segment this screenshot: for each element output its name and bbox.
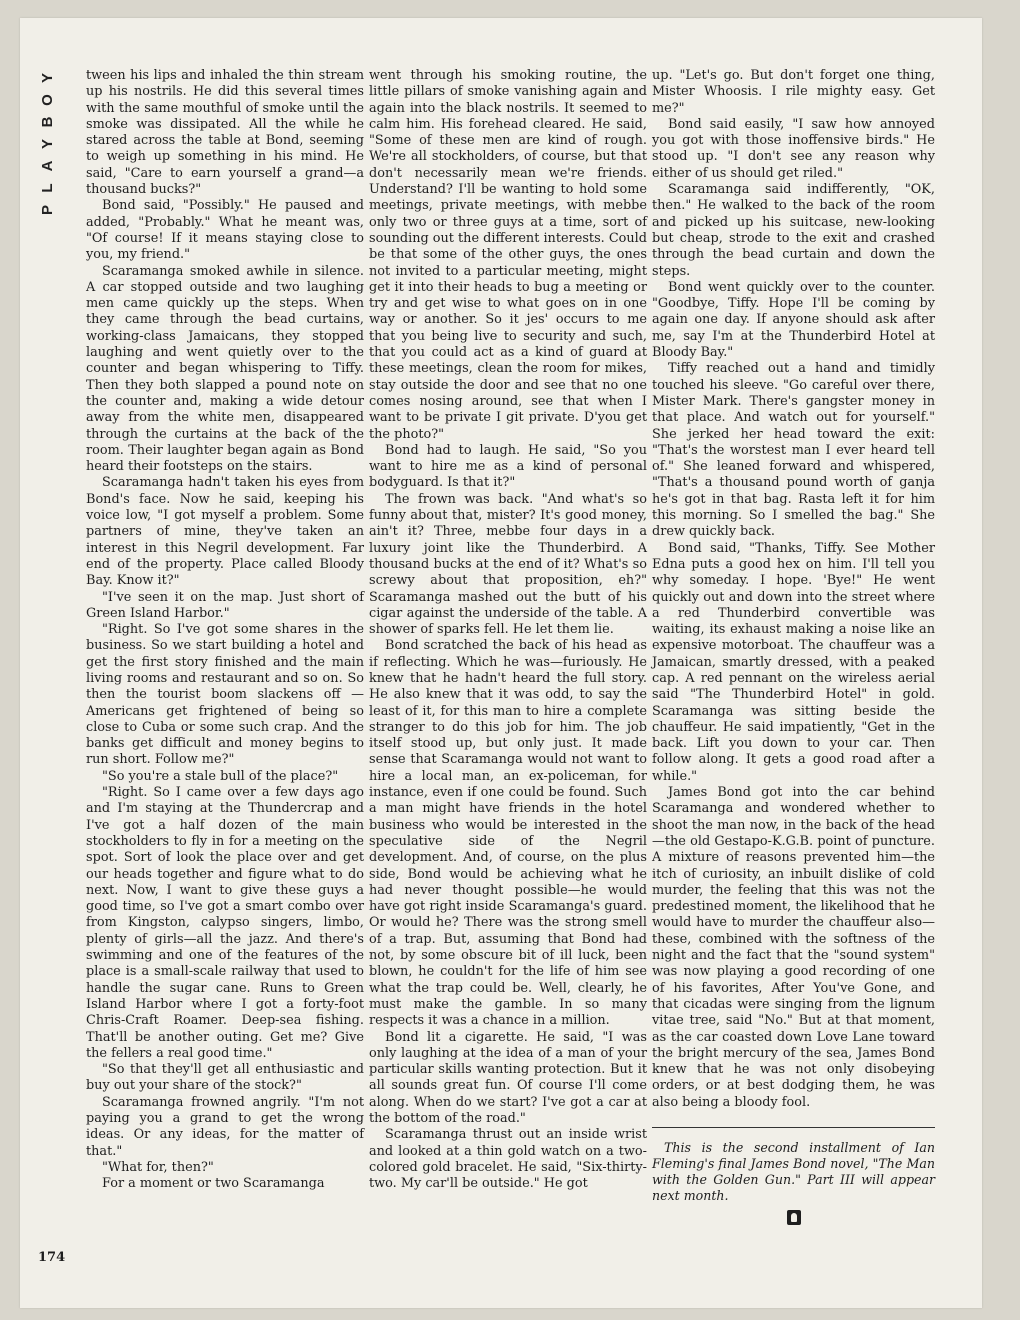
installment-note-text: This is the second installment of Ian Fleming's final James Bond novel, "The Man with the Golden Gun." Part III will appear next month. bbox=[652, 1140, 935, 1203]
paragraph: Scaramanga hadn't taken his eyes from Bond's face. Now he said, keeping his voice low, "I got myself a problem. Some partners of mine, they've taken an interest in this Negril development. Far end of the property. Place called Bloody Bay. Know it?" bbox=[86, 475, 364, 589]
paragraph: went through his smoking routine, the little pillars of smoke vanishing again and again into the black nostrils. It seemed to calm him. His forehead cleared. He said, "Some of these men are kind of rough. We're all stockholders, of course, but that don't necessarily mean we're friends. Understand? I'll be wanting to hold some meetings, private meetings, with mebbe only two or three guys at a time, sort of sounding out the different interests. Could be that some of the other guys, the ones not invited to a particular meeting, might get it into their heads to bug a meeting or try and get wise to what goes on in one way or another. So it jes' occurs to me that you being live to security and such, that you could act as a kind of guard at these meetings, clean the room for mikes, stay outside the door and see that no one comes nosing around, see that when I want to be private I git private. D'you get the photo?" bbox=[369, 68, 648, 442]
paragraph: "What for, then?" bbox=[102, 1159, 214, 1175]
magazine-name-vertical bbox=[36, 70, 60, 218]
paragraph: The frown was back. "And what's so funny about that, mister? It's good money, ain't it? Three, mebbe four days in a luxury joint like the Thunderbird. A thousand bucks at the end of it? What's so screwy about that proposition, eh?" Scaramanga mashed out the butt of his cigar against the underside of the table. A shower of sparks fell. He let them lie. bbox=[369, 491, 647, 638]
paragraph: Bond said, "Possibly." He paused and added, "Probably." What he meant was, "Of course! If it means staying close to you, my friend." bbox=[86, 198, 364, 263]
magazine-letter: A bbox=[39, 160, 56, 172]
paragraph: Scaramanga smoked awhile in silence. A car stopped outside and two laughing men came quickly up the steps. When they came through the bead curtains, working-class Jamaicans, they stopped laughing and went quietly over to the counter and began whispering to Tiffy. Then they both slapped a pound note on the counter and, making a wide detour away from the white men, disappeared through the curtains at the back of the room. Their laughter began again as Bond heard their footsteps on the stairs. bbox=[86, 263, 364, 475]
paragraph: Tiffy reached out a hand and timidly touched his sleeve. "Go careful over there, Mister Mark. There's gangster money in that place. And watch out for yourself." She jerked her head toward the exit: "That's the worstest man I ever heard tell of." She leaned forward and whispered, "That's a thousand pound worth of ganja he's got in that bag. Rasta left it for him this morning. So I smelled the bag." She drew quickly back. bbox=[652, 361, 935, 540]
magazine-letter: O bbox=[39, 94, 56, 106]
text-column-1 bbox=[86, 68, 364, 1192]
magazine-letter: Y bbox=[39, 139, 56, 150]
paragraph: James Bond got into the car behind Scaramanga and wondered whether to shoot the man now, in the back of the head—the old Gestapo-K.G.B. point of puncture. A mixture of reasons prevented him—the itch of curiosity, an inbuilt dislike of cold murder, the feeling that this was not the predestined moment, the likelihood that he would have to murder the chauffeur also—these, combined with the softness of the night and the fact that the "sound system" was now playing a good recording of one of his favorites, After You've Gone, and that cicadas were singing from the lignum vitae tree, said "No." But at that moment, as the car coasted down Love Lane toward the bright mercury of the sea, James Bond knew that he was not only disobeying orders, or at best dodging them, he was also being a bloody fool. bbox=[652, 785, 935, 1110]
paragraph: "I've seen it on the map. Just short of Green Island Harbor." bbox=[86, 589, 364, 621]
paragraph: For a moment or two Scaramanga bbox=[102, 1176, 325, 1192]
text-column-2 bbox=[369, 68, 647, 1192]
paragraph: tween his lips and inhaled the thin stream up his nostrils. He did this several times with the same mouthful of smoke until the smoke was dissipated. All the while he stared across the table at Bond, seeming to weigh up something in his mind. He said, "Care to earn yourself a grand—a thousand bucks?" bbox=[86, 68, 364, 198]
paragraph: Scaramanga said indifferently, "OK, then." He walked to the back of the room and picked up his suitcase, new-looking but cheap, strode to the exit and crashed through the bead curtain and down the steps. bbox=[652, 182, 935, 279]
rabbit-head-icon bbox=[787, 1210, 801, 1225]
magazine-letter: P bbox=[39, 205, 56, 216]
paragraph: Scaramanga frowned angrily. "I'm not paying you a grand to get the wrong ideas. Or any ideas, for the matter of that." bbox=[86, 1094, 364, 1159]
magazine-letter: B bbox=[39, 116, 56, 128]
paragraph: Scaramanga thrust out an inside wrist and looked at a thin gold watch on a two-colored gold bracelet. He said, "Six-thirty-two. My car'll be outside." He got bbox=[369, 1127, 647, 1192]
paragraph: "Right. So I came over a few days ago and I'm staying at the Thundercrap and I've got a half dozen of the main stockholders to fly in for a meeting on the spot. Sort of look the place over and get our heads together and figure what to do next. Now, I want to give these guys a good time, so I've got a smart combo over from Kingston, calypso singers, limbo, plenty of girls—all the jazz. And there's swimming and one of the features of the place is a small-scale railway that used to handle the sugar cane. Runs to Green Island Harbor where I got a forty-foot Chris-Craft Roamer. Deep-sea fishing. That'll be another outing. Get me? Give the fellers a real good time." bbox=[86, 785, 364, 1061]
paragraph: up. "Let's go. But don't forget one thing, Mister Whoosis. I rile mighty easy. Get me?" bbox=[652, 68, 935, 116]
page-number: 174 bbox=[38, 1250, 66, 1265]
paragraph: Bond had to laugh. He said, "So you want to hire me as a kind of personal bodyguard. Is that it?" bbox=[369, 442, 647, 491]
paragraph: "So you're a stale bull of the place?" bbox=[102, 768, 339, 784]
paragraph: Bond lit a cigarette. He said, "I was only laughing at the idea of a man of your particular skills wanting protection. But it all sounds great fun. Of course I'll come along. When do we start? I've got a car at the bottom of the road." bbox=[369, 1029, 647, 1126]
paragraph: Bond went quickly over to the counter. "Goodbye, Tiffy. Hope I'll be coming by again one day. If anyone should ask after me, say I'm at the Thunderbird Hotel at Bloody Bay." bbox=[652, 279, 935, 361]
paragraph: Bond said easily, "I saw how annoyed you got with those inoffensive birds." He stood up. "I don't see any reason why either of us should get riled." bbox=[652, 116, 935, 181]
magazine-letter: L bbox=[39, 183, 56, 193]
text-column-3 bbox=[652, 68, 935, 1225]
magazine-page bbox=[20, 18, 982, 1308]
paragraph: "So that they'll get all enthusiastic and buy out your share of the stock?" bbox=[86, 1062, 364, 1094]
paragraph: "Right. So I've got some shares in the business. So we start building a hotel and get the first story finished and the main living rooms and restaurant and so on. So then the tourist boom slackens off —Americans get frightened of being so close to Cuba or some such crap. And the banks get difficult and money begins to run short. Follow me?" bbox=[86, 622, 364, 768]
magazine-letter: Y bbox=[39, 73, 56, 84]
paragraph: Bond said, "Thanks, Tiffy. See Mother Edna puts a good hex on him. I'll tell you why someday. I hope. 'Bye!" He went quickly out and down into the street where a red Thunderbird convertible was waiting, its exhaust making a noise like an expensive motorboat. The chauffeur was a Jamaican, smartly dressed, with a peaked cap. A red pennant on the wireless aerial said "The Thunderbird Hotel" in gold. Scaramanga was sitting beside the chauffeur. He said impatiently, "Get in the back. Lift you down to your car. Then follow along. It gets a good road after a while." bbox=[652, 540, 935, 784]
installment-note bbox=[652, 1127, 935, 1204]
paragraph: Bond scratched the back of his head as if reflecting. Which he was—furiously. He knew that he hadn't heard the full story. He also knew that it was odd, to say the least of it, for this man to hire a complete stranger to do this job for him. The job itself stood up, but only just. It made sense that Scaramanga would not want to hire a local man, an ex-policeman, for instance, even if one could be found. Such a man might have friends in the hotel business who would be interested in the speculative side of the Negril development. And, of course, on the plus side, Bond would be achieving what he had never thought possible—he would have got right inside Scaramanga's guard. Or would he? There was the strong smell of a trap. But, assuming that Bond had not, by some obscure bit of ill luck, been blown, he couldn't for the life of him see what the trap could be. Well, clearly, he must make the gamble. In so many respects it was a chance in a million. bbox=[369, 638, 647, 1029]
